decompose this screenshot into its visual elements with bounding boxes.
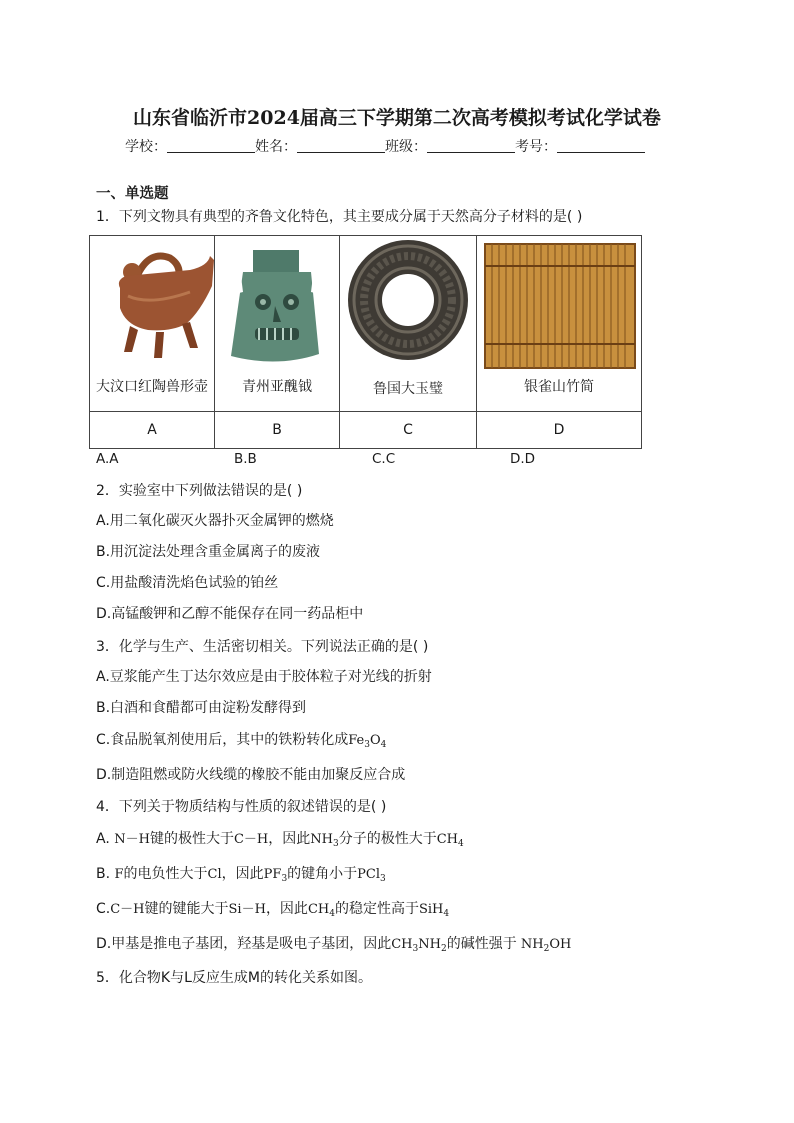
q2-stem: 2．实验室中下列做法错误的是( ) bbox=[96, 483, 303, 499]
q4-option-d[interactable]: D.甲基是推电子基团，羟基是吸电子基团，因此$CH_3NH_2$的碱性强于 $NH_2OH$ bbox=[96, 936, 572, 954]
artifact-letter-c: C bbox=[340, 412, 477, 449]
artifact-letter-d: D bbox=[477, 412, 642, 449]
q1-stem: 1．下列文物具有典型的齐鲁文化特色，其主要成分属于天然高分子材料的是( ) bbox=[96, 209, 583, 225]
q4-option-c[interactable]: C.C－H键的键能大于Si－H，因此$CH_4$的稳定性高于SiH$_4$ bbox=[96, 901, 450, 919]
artifact-cell-d bbox=[477, 236, 642, 412]
formula-nh2oh: $NH_2OH$ bbox=[516, 937, 572, 954]
q3-option-b[interactable]: B.白酒和食醋都可由淀粉发酵得到 bbox=[96, 700, 307, 716]
artifact-caption-b: 青州亚醜钺 bbox=[242, 379, 312, 395]
number-blank[interactable] bbox=[557, 138, 645, 153]
formula-nh3: $NH_3$ bbox=[310, 832, 339, 849]
formula-ch4-c: $CH_4$ bbox=[307, 902, 335, 919]
name-blank[interactable] bbox=[297, 138, 385, 153]
q4-option-a[interactable]: A. N－H键的极性大于C－H，因此$NH_3$分子的极性大于$CH_4$ bbox=[96, 831, 464, 849]
pottery-vessel-image bbox=[90, 236, 214, 376]
formula-sih4: SiH$_4$ bbox=[418, 902, 450, 919]
q1-option-b[interactable]: B.B bbox=[234, 451, 257, 467]
artifact-table bbox=[89, 235, 642, 449]
q2-option-c[interactable]: C.用盐酸清洗焰色试验的铂丝 bbox=[96, 575, 279, 591]
q3-option-c[interactable]: C.食品脱氧剂使用后，其中的铁粉转化成$Fe_3O_4$ bbox=[96, 732, 387, 750]
artifact-caption-c: 鲁国大玉璧 bbox=[373, 381, 443, 397]
name-label: 姓名： bbox=[255, 139, 297, 155]
q1-option-a[interactable]: A.A bbox=[96, 451, 119, 467]
q3-option-a[interactable]: A.豆浆能产生丁达尔效应是由于胶体粒子对光线的折射 bbox=[96, 669, 432, 685]
class-label: 班级： bbox=[385, 139, 427, 155]
q5-stem: 5．化合物K与L反应生成M的转化关系如图。 bbox=[96, 970, 372, 986]
q3-stem: 3．化学与生产、生活密切相关。下列说法正确的是( ) bbox=[96, 639, 429, 655]
class-blank[interactable] bbox=[427, 138, 515, 153]
artifact-caption-d: 银雀山竹简 bbox=[524, 379, 594, 395]
student-info-row bbox=[125, 136, 645, 156]
formula-pf3: $PF_3$ bbox=[263, 867, 288, 884]
artifact-cell-c bbox=[340, 236, 477, 412]
artifact-cell-b bbox=[215, 236, 340, 412]
school-label: 学校： bbox=[125, 139, 167, 155]
number-label: 考号： bbox=[515, 139, 557, 155]
bronze-axe-image bbox=[215, 236, 339, 376]
exam-title: 山东省临沂市2024届高三下学期第二次高考模拟考试化学试卷 bbox=[133, 107, 661, 129]
q4-option-b[interactable]: B. F的电负性大于Cl，因此$PF_3$的键角小于PCl$_3$ bbox=[96, 866, 386, 884]
artifact-letter-a: A bbox=[90, 412, 215, 449]
jade-disc-image bbox=[340, 236, 476, 376]
q1-option-c[interactable]: C.C bbox=[372, 451, 396, 467]
artifact-cell-a bbox=[90, 236, 215, 412]
bamboo-slips-image bbox=[477, 236, 641, 376]
school-blank[interactable] bbox=[167, 138, 255, 153]
q2-option-d[interactable]: D.高锰酸钾和乙醇不能保存在同一药品柜中 bbox=[96, 606, 364, 622]
formula-pcl3: PCl$_3$ bbox=[357, 867, 386, 884]
q4-stem: 4．下列关于物质结构与性质的叙述错误的是( ) bbox=[96, 799, 387, 815]
q3-option-d[interactable]: D.制造阻燃或防火线缆的橡胶不能由加聚反应合成 bbox=[96, 767, 406, 783]
q2-option-b[interactable]: B.用沉淀法处理含重金属离子的废液 bbox=[96, 544, 321, 560]
artifact-letter-b: B bbox=[215, 412, 340, 449]
artifact-caption-a: 大汶口红陶兽形壶 bbox=[96, 379, 208, 395]
section-title: 一、单选题 bbox=[96, 186, 169, 202]
q2-option-a[interactable]: A.用二氧化碳灭火器扑灭金属钾的燃烧 bbox=[96, 513, 334, 529]
formula-ch4: $CH_4$ bbox=[436, 832, 464, 849]
formula-ch3nh2: $CH_3NH_2$ bbox=[391, 937, 447, 954]
formula-fe3o4: $Fe_3O_4$ bbox=[348, 733, 387, 750]
q1-option-d[interactable]: D.D bbox=[510, 451, 536, 467]
